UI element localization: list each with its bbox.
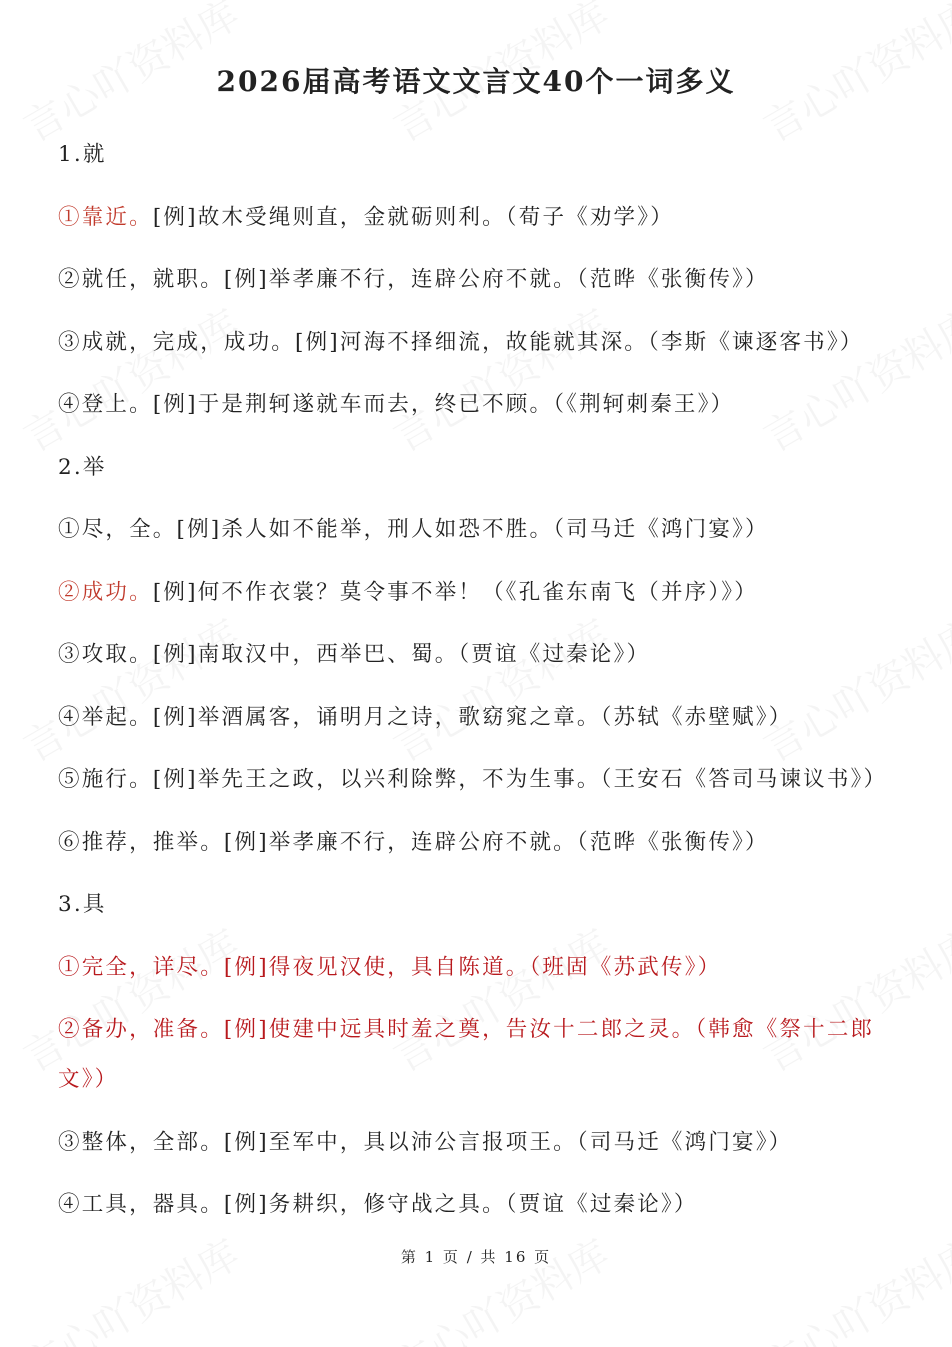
example: [例]使建中远具时羞之奠，告汝十二郎之灵。（韩愈《祭十二郎文》） <box>58 1017 875 1092</box>
example: [例]河海不择细流，故能就其深。（李斯《谏逐客书》） <box>295 329 864 355</box>
section-heading: 2.举 <box>58 454 107 480</box>
sense-label: ①靠近。 <box>58 204 153 230</box>
sense-label: ③整体，全部。 <box>58 1129 224 1155</box>
sense-item <box>58 193 903 243</box>
sense-item <box>58 943 903 993</box>
example: [例]举孝廉不行，连辟公府不就。（范晔《张衡传》） <box>223 267 769 292</box>
sense-item <box>58 1180 903 1230</box>
sense-label: ①完全，详尽。 <box>58 954 224 980</box>
example: [例]何不作衣裳？莫令事不举！（《孔雀东南飞（并序）》） <box>152 579 758 605</box>
example: [例]杀人如不能举，刑人如恐不胜。（司马迁《鸿门宴》） <box>176 517 769 542</box>
section-heading: 3.具 <box>58 892 107 917</box>
example: [例]得夜见汉使，具自陈道。（班固《苏武传》） <box>223 954 722 980</box>
document-body <box>58 130 903 1243</box>
sense-label: ③攻取。 <box>58 642 153 667</box>
sense-label: ②备办，准备。 <box>58 1017 224 1042</box>
example: [例]举先王之政，以兴利除弊，不为生事。（王安石《答司马谏议书》） <box>152 767 888 792</box>
sense-item <box>58 255 903 305</box>
sense-label: ④举起。 <box>58 704 153 730</box>
sense-label: ⑤施行。 <box>58 767 153 792</box>
sense-item <box>58 380 903 430</box>
sense-item <box>58 1005 903 1105</box>
example: [例]南取汉中，西举巴、蜀。（贾谊《过秦论》） <box>152 642 651 667</box>
sense-label: ②就任，就职。 <box>58 267 224 292</box>
sense-item <box>58 693 903 743</box>
example: [例]至军中，具以沛公言报项王。（司马迁《鸿门宴》） <box>223 1129 793 1155</box>
sense-label: ④登上。 <box>58 392 153 417</box>
sense-item <box>58 568 903 618</box>
page-footer: 第 1 页 / 共 16 页 <box>400 1248 552 1266</box>
section-heading: 1.就 <box>58 142 107 167</box>
sense-item <box>58 630 903 680</box>
sense-label: ⑥推荐，推举。 <box>58 829 224 855</box>
example: [例]举孝廉不行，连辟公府不就。（范晔《张衡传》） <box>223 829 769 855</box>
page-title: 2026届高考语文文言文40个一词多义 <box>216 65 736 98</box>
sense-label: ④工具，器具。 <box>58 1192 224 1217</box>
sense-item <box>58 818 903 868</box>
example: [例]故木受绳则直，金就砺则利。（荀子《劝学》） <box>152 204 674 230</box>
sense-item <box>58 755 903 805</box>
sense-label: ①尽，全。 <box>58 517 177 542</box>
sense-item <box>58 1118 903 1168</box>
sense-item <box>58 318 903 368</box>
example: [例]于是荆轲遂就车而去，终已不顾。（《荆轲刺秦王》） <box>152 392 735 417</box>
sense-label: ②成功。 <box>58 579 153 605</box>
sense-item <box>58 505 903 555</box>
example: [例]举酒属客，诵明月之诗，歌窈窕之章。（苏轼《赤壁赋》） <box>152 704 793 730</box>
example: [例]务耕织，修守战之具。（贾谊《过秦论》） <box>223 1192 698 1217</box>
sense-label: ③成就，完成，成功。 <box>58 329 296 355</box>
